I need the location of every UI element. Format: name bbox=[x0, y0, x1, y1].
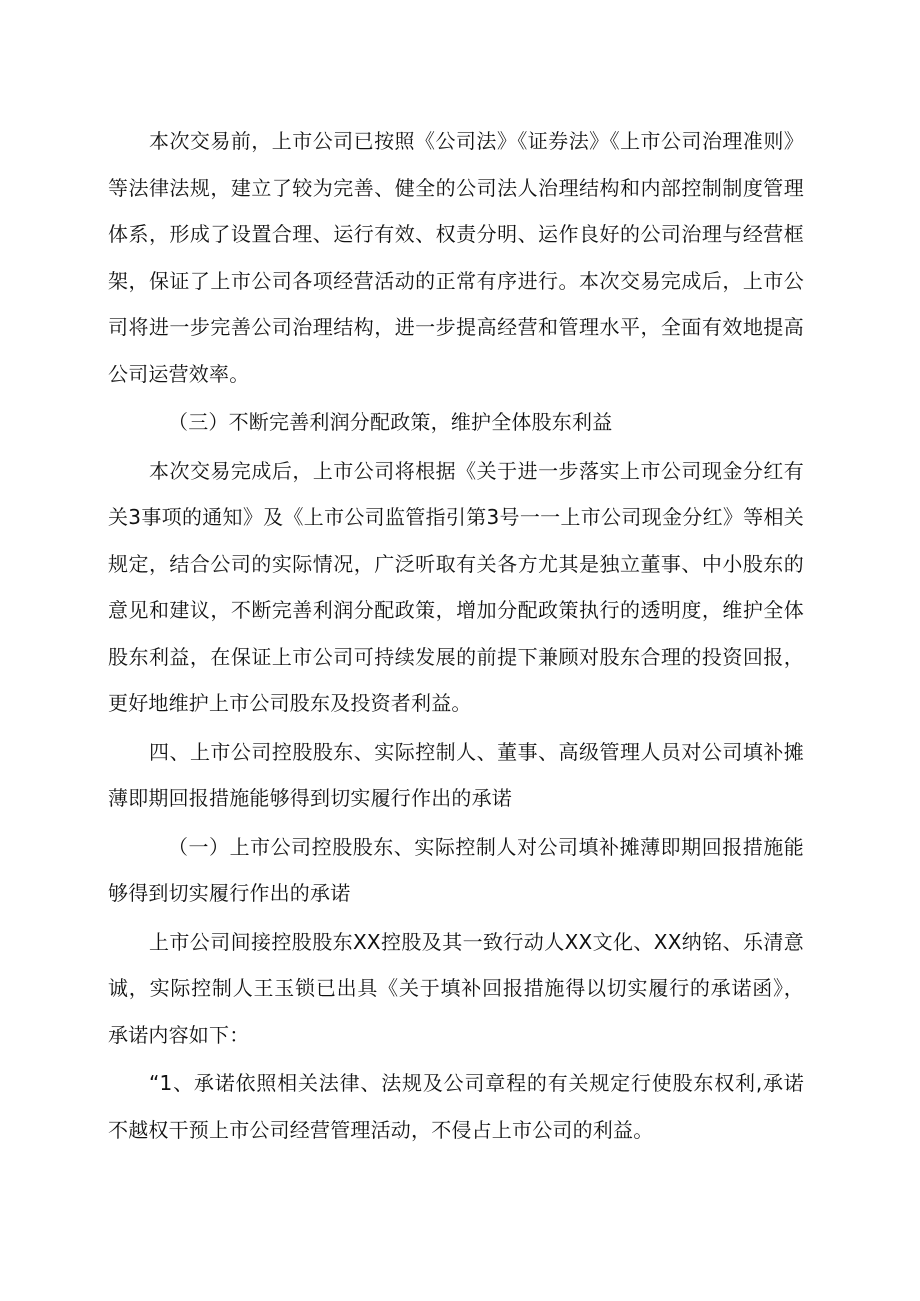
section-heading-profit-distribution: （三）不断完善利润分配政策，维护全体股东利益 bbox=[168, 410, 613, 434]
paragraph-commitment-item-1: “1、承诺依照相关法律、法规及公司章程的有关规定行使股东权利,承诺不越权干预上市公司经营管理活动，不侵占上市公司的利益。 bbox=[108, 1071, 804, 1142]
paragraph-profit-distribution: 本次交易完成后，上市公司将根据《关于进一步落实上市公司现金分红有关3事项的通知》及《上市公司监管指引第3号一一上市公司现金分红》等相关规定，结合公司的实际情况，广泛听取有关各方尤其是独立董事、中小股东的意见和建议，不断完善利润分配政策，增加分配政策执行的透明度，维护全体股东利益，在保证上市公司可持续发展的前提下兼顾对股东合理的投资回报，更好地维护上市公司股东及投资者利益。 bbox=[108, 458, 804, 715]
paragraph-commitment-letter: 上市公司间接控股股东XX控股及其一致行动人XX文化、XX纳铭、乐清意诚，实际控制人王玉锁已出具《关于填补回报措施得以切实履行的承诺函》，承诺内容如下： bbox=[108, 929, 804, 1047]
paragraph-governance: 本次交易前，上市公司已按照《公司法》《证券法》《上市公司治理准则》等法律法规，建立了较为完善、健全的公司法人治理结构和内部控制制度管理体系，形成了设置合理、运行有效、权责分明、运作良好的公司治理与经营框架，保证了上市公司各项经营活动的正常有序进行。本次交易完成后，上市公司将进一步完善公司治理结构，进一步提高经营和管理水平，全面有效地提高公司运营效率。 bbox=[108, 129, 804, 386]
section-heading-commitments: 四、上市公司控股股东、实际控制人、董事、高级管理人员对公司填补摊薄即期回报措施能够得到切实履行作出的承诺 bbox=[108, 739, 804, 810]
document-body bbox=[108, 118, 804, 1153]
subsection-heading-controlling-shareholder: （一）上市公司控股股东、实际控制人对公司填补摊薄即期回报措施能够得到切实履行作出的承诺 bbox=[108, 834, 804, 905]
